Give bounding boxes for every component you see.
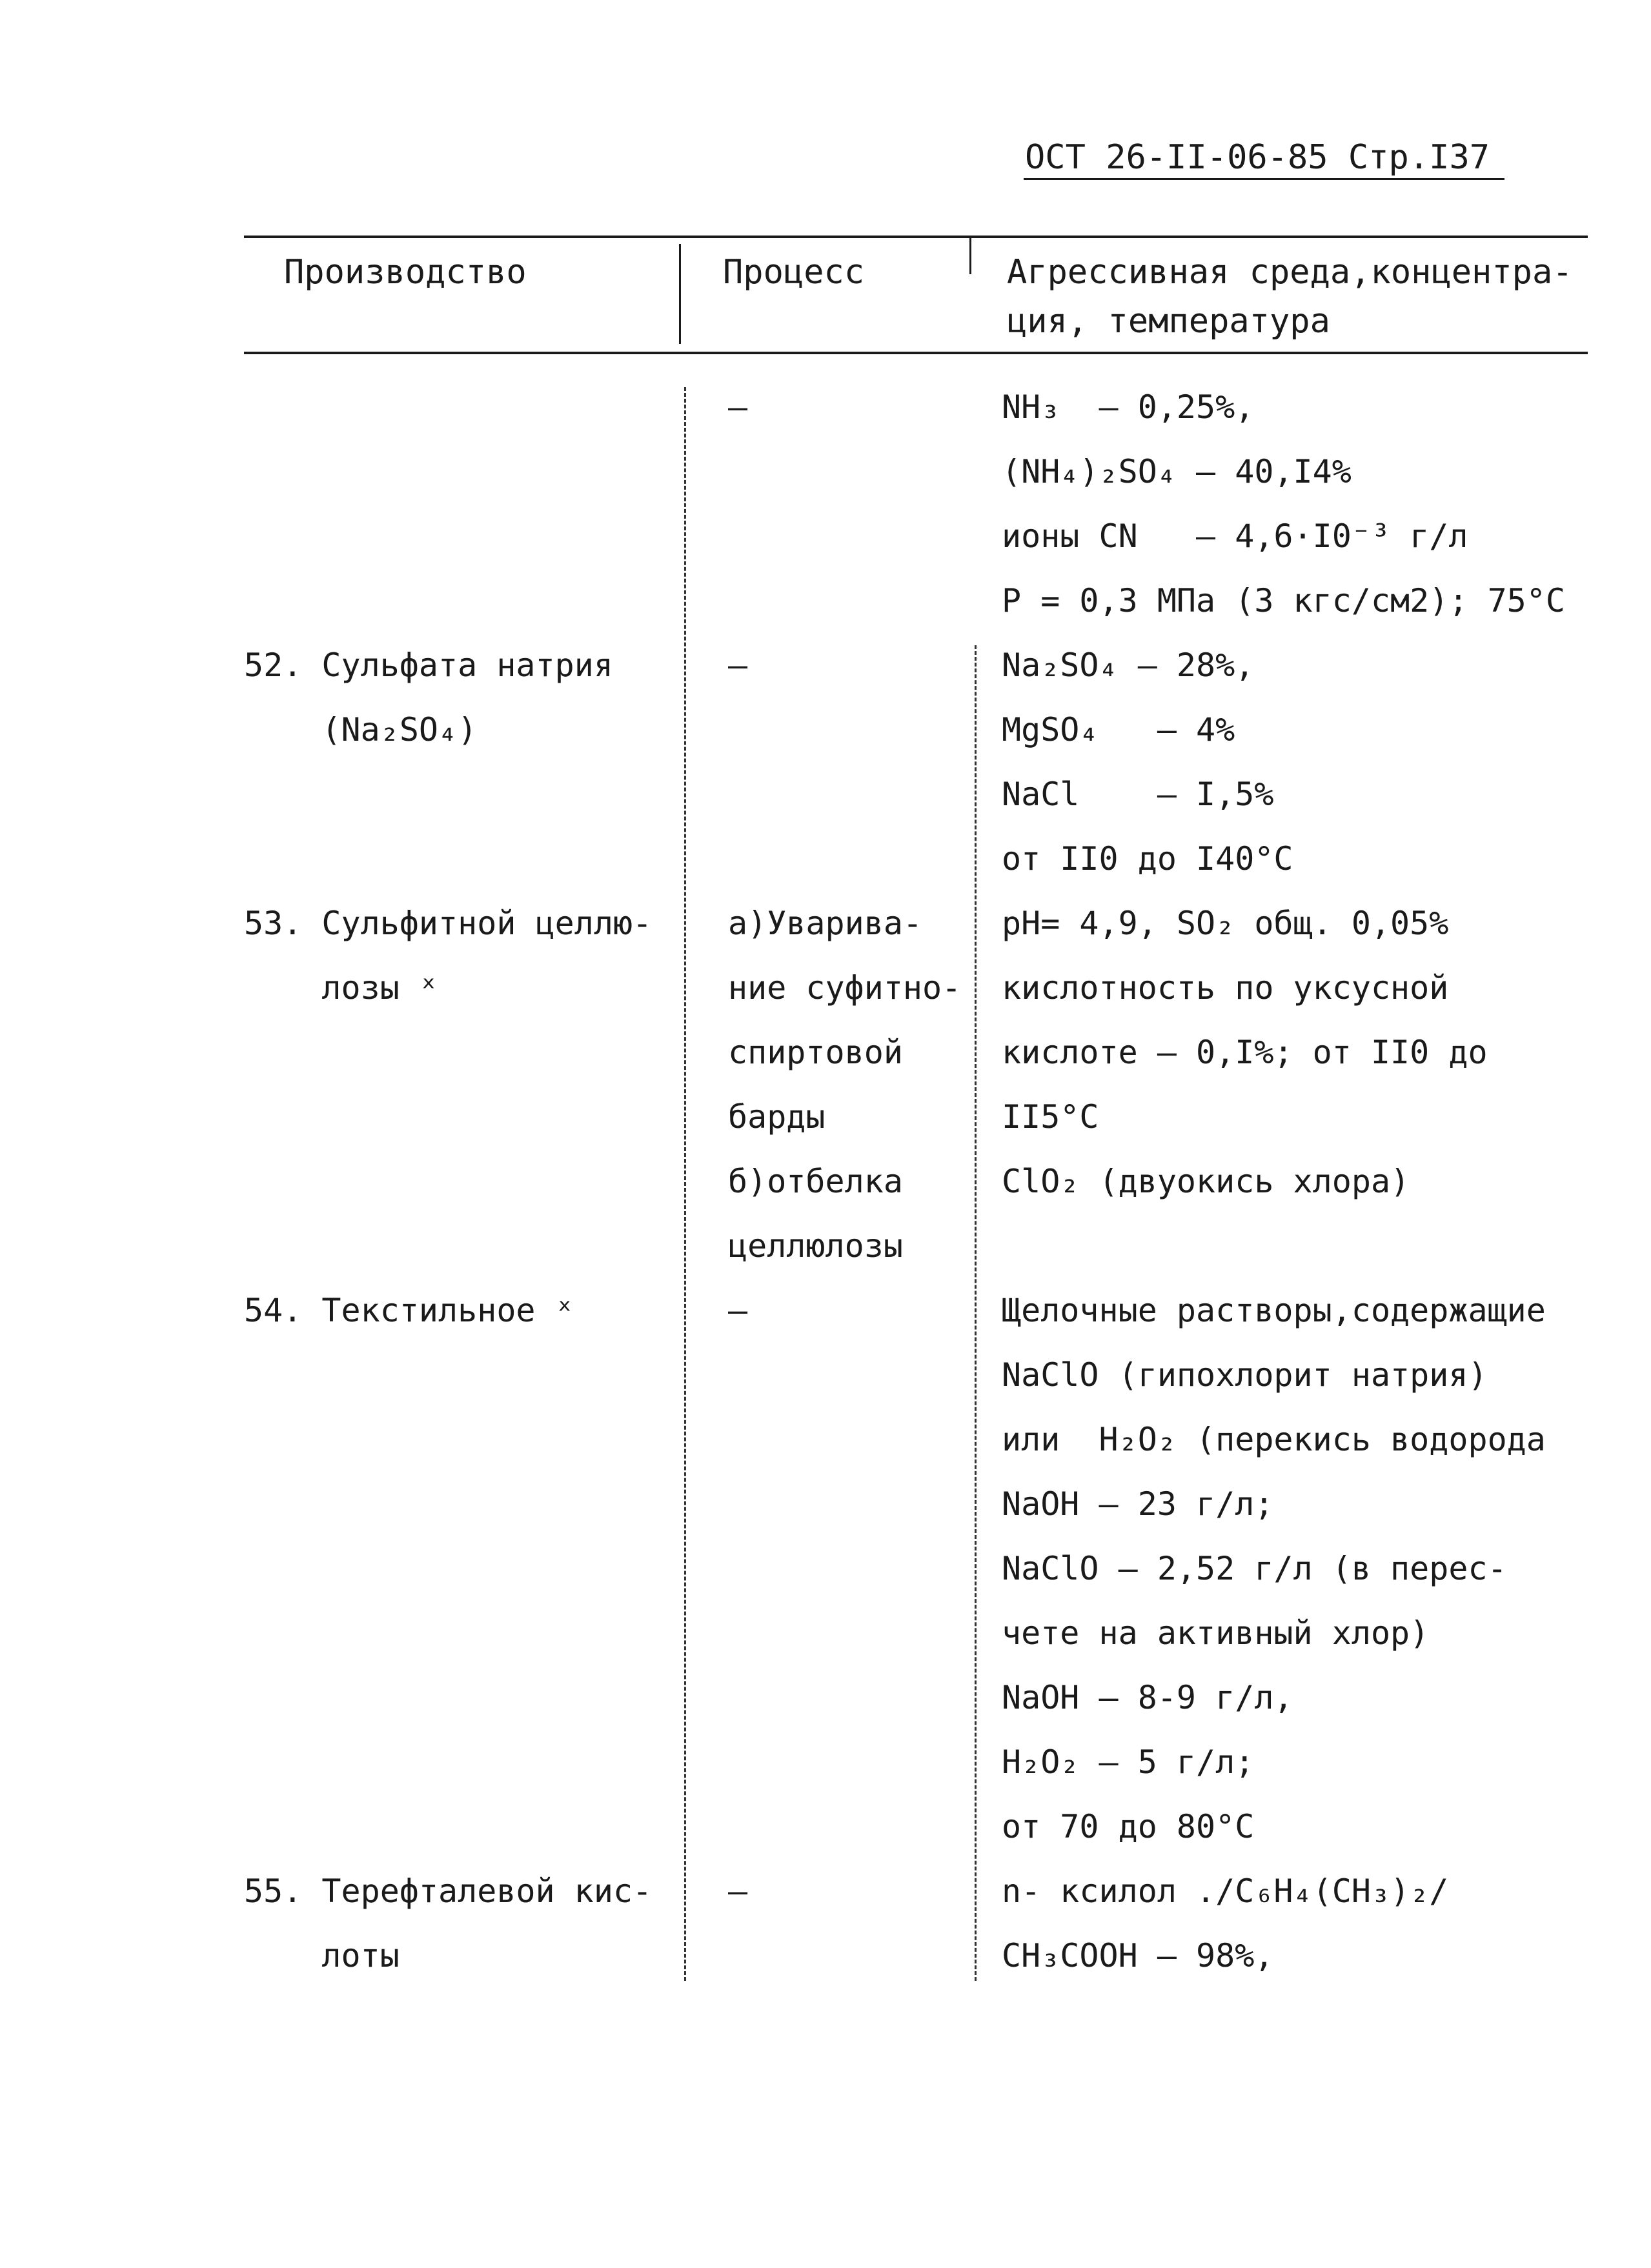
row53-production: лозы ˣ	[244, 969, 439, 1007]
row0-medium-line: NH₃ – 0,25%,	[1002, 388, 1255, 426]
row52-medium-line: от II0 до I40°C	[1002, 840, 1293, 878]
col-header-medium-line1: Агрессивная среда,концентра-	[1007, 253, 1573, 292]
column-divider-1	[684, 387, 686, 1981]
col-header-medium-line2: ция, температура	[1007, 302, 1330, 341]
table-header-rule	[244, 352, 1588, 354]
row54-medium-line: NaClO – 2,52 г/л (в перес-	[1002, 1550, 1507, 1587]
row54-medium-line: NaClO (гипохлорит натрия)	[1002, 1356, 1488, 1394]
page-header-underline	[1024, 178, 1504, 180]
row52-production: (Na₂SO₄)	[244, 711, 478, 748]
row52-process: –	[728, 647, 748, 684]
row53-medium-line: II5°C	[1002, 1098, 1099, 1136]
column-divider-2	[975, 645, 977, 1981]
row53-medium-line: кислоте – 0,I%; от II0 до	[1002, 1034, 1488, 1071]
row53-production: 53. Сульфитной целлю-	[244, 905, 653, 942]
row53-process: б)отбелка	[728, 1163, 903, 1200]
row53-medium-line: ClO₂ (двуокись хлора)	[1002, 1163, 1410, 1200]
row54-medium-line: Щелочные растворы,содержащие	[1002, 1292, 1546, 1329]
row53-process: барды	[728, 1098, 826, 1136]
row53-process: целлюлозы	[728, 1227, 903, 1265]
row53-process: ние суфитно-	[728, 969, 962, 1007]
row54-medium-line: H₂O₂ – 5 г/л;	[1002, 1743, 1255, 1781]
page-header: ОСТ 26-II-06-85 Стр.I37	[1025, 138, 1490, 177]
table-top-rule	[244, 236, 1588, 238]
row54-production: 54. Текстильное ˣ	[244, 1292, 574, 1329]
row54-medium-line: NaOH – 23 г/л;	[1002, 1485, 1274, 1523]
row0-medium-line: ионы CN – 4,6·I0⁻³ г/л	[1002, 517, 1468, 555]
col-header-process: Процесс	[723, 253, 865, 292]
header-divider-2	[969, 236, 971, 274]
row54-medium-line: NaOH – 8-9 г/л,	[1002, 1679, 1293, 1716]
row54-medium-line: или H₂O₂ (перекись водорода	[1002, 1421, 1546, 1458]
row53-process: а)Уварива-	[728, 905, 923, 942]
row52-medium-line: Na₂SO₄ – 28%,	[1002, 647, 1255, 684]
row52-medium-line: MgSO₄ – 4%	[1002, 711, 1235, 748]
row54-medium-line: от 70 до 80°C	[1002, 1808, 1255, 1845]
row53-medium-line: кислотность по уксусной	[1002, 969, 1449, 1007]
row55-production: лоты	[244, 1937, 400, 1974]
row54-medium-line: чете на активный хлор)	[1002, 1614, 1430, 1652]
row55-medium-line: CH₃COOH – 98%,	[1002, 1937, 1274, 1974]
row55-production: 55. Терефталевой кис-	[244, 1872, 653, 1910]
row0-medium-line: (NH₄)₂SO₄ – 40,I4%	[1002, 453, 1352, 490]
header-divider-1	[679, 244, 681, 344]
row0-medium-line: P = 0,3 МПа (3 кгс/см2); 75°C	[1002, 582, 1565, 619]
row53-medium-line: pH= 4,9, SO₂ общ. 0,05%	[1002, 905, 1449, 942]
row55-medium-line: n- ксилол ./C₆H₄(CH₃)₂/	[1002, 1872, 1449, 1910]
row54-process: –	[728, 1292, 748, 1329]
row0-process: –	[728, 388, 748, 426]
row52-production: 52. Сульфата натрия	[244, 647, 613, 684]
row52-medium-line: NaCl – I,5%	[1002, 776, 1274, 813]
col-header-production: Производство	[284, 253, 527, 292]
row55-process: –	[728, 1872, 748, 1910]
row53-process: спиртовой	[728, 1034, 903, 1071]
